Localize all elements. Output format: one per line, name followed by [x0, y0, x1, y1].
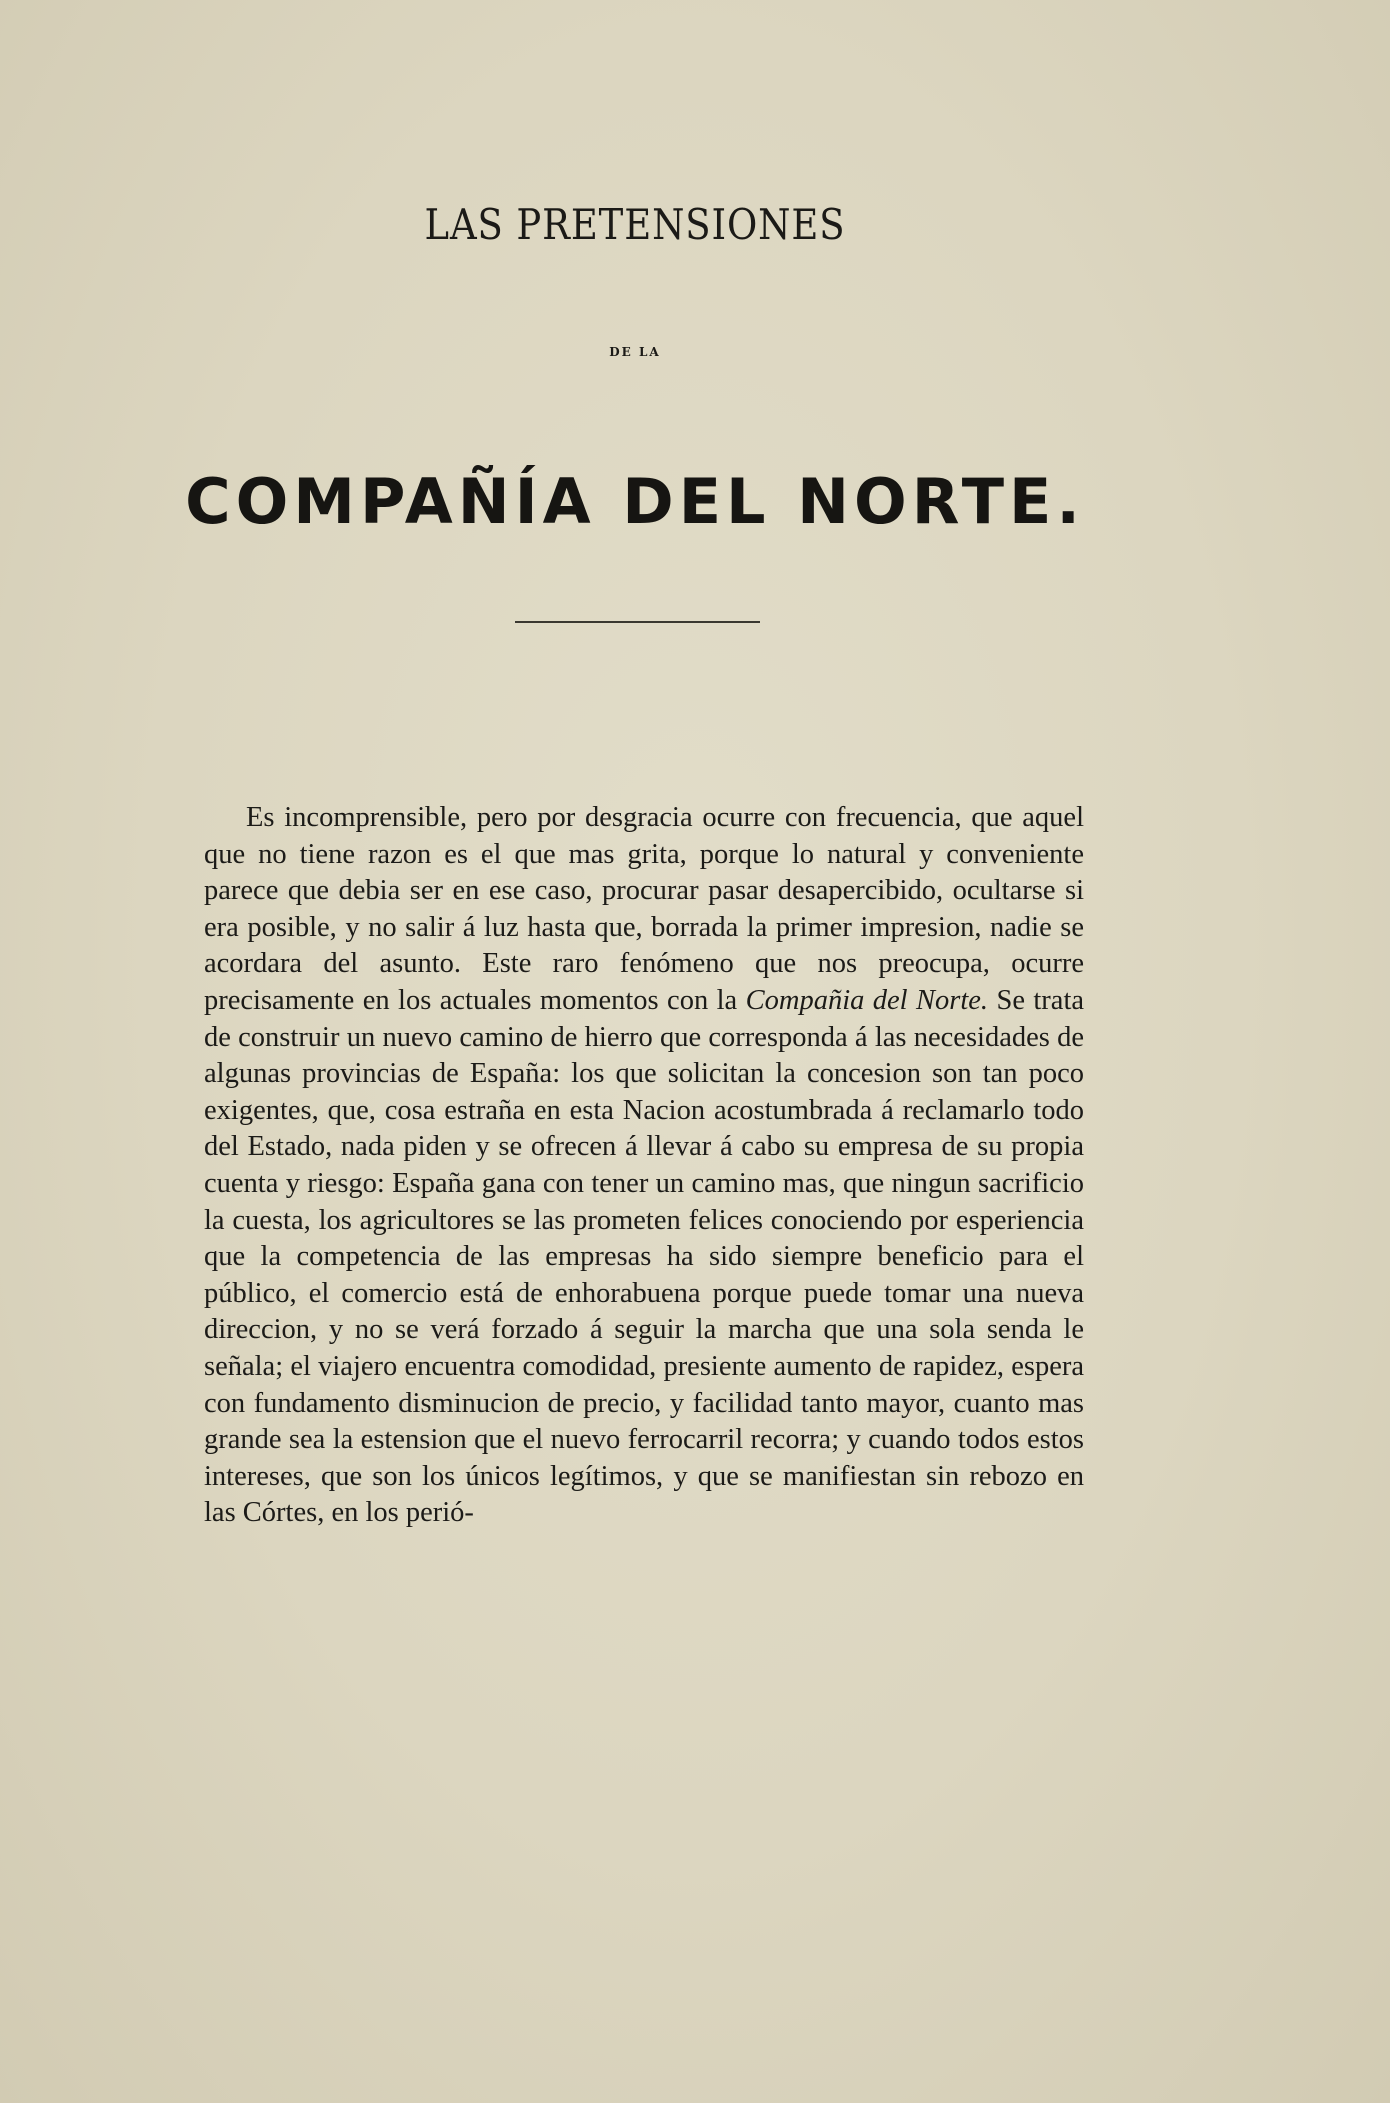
body-paragraph: [204, 800, 1084, 1532]
divider-rule: [515, 621, 760, 623]
paragraph-italic-company: Compañia del Norte.: [745, 984, 989, 1016]
paragraph-text-start: Es incomprensible, pero por desgracia ocurre con frecuencia, que aquel que no tiene razon es el que mas grita, porque lo natural y conveniente parece que debia ser en ese caso, procurar pasar desapercibido, ocultarse si era posible, y no salir á luz hasta que, borrada la primer impresion, nadie se acordara del asunto. Este raro fenómeno que nos preocupa, ocurre precisamente en los actuales momentos con la: [204, 802, 1084, 1016]
title-heading: LAS PRETENSIONES: [424, 200, 846, 249]
title-connector: DE LA: [609, 345, 661, 359]
paragraph-text-end: Se trata de construir un nuevo camino de hierro que corresponda á las necesidades de algunas provincias de España: los que solicitan la concesion son tan poco exigentes, que, cosa estraña en esta Nacion acostumbrada á reclamarlo todo del Estado, nada piden y se ofrecen á llevar á cabo su empresa de su propia cuenta y riesgo: España gana con tener un camino mas, que ningun sacrificio la cuesta, los agricultores se las prometen felices conociendo por esperiencia que la competencia de las empresas ha sido siempre beneficio para el público, el comercio está de enhorabuena porque puede tomar una nueva direccion, y no se verá forzado á seguir la marcha que una sola senda le señala; el viajero encuentra comodidad, presiente aumento de rapidez, espera con fundamento disminucion de precio, y facilidad tanto mayor, cuanto mas grande sea la estension que el nuevo ferrocarril recorra; y cuando todos estos intereses, que son los únicos legítimos, y que se manifiestan sin rebozo en las Córtes, en los perió-: [204, 984, 1085, 1529]
main-title: COMPAÑÍA DEL NORTE.: [185, 465, 1085, 538]
